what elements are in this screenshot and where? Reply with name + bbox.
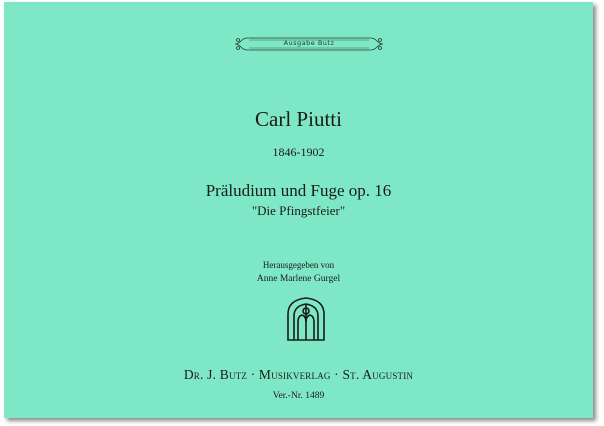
catalog-number: Ver.-Nr. 1489	[272, 391, 325, 401]
gothic-window-icon	[284, 296, 328, 342]
composer-name: Carl Piutti	[255, 107, 342, 131]
score-cover	[4, 2, 593, 418]
work-title: Präludium und Fuge op. 16	[205, 181, 392, 200]
editor-label: Herausgegeben von	[262, 260, 335, 270]
work-subtitle: "Die Pfingstfeier"	[251, 203, 346, 218]
editor-name: Anne Marlene Gurgel	[256, 274, 341, 284]
composer-dates: 1846-1902	[272, 145, 325, 159]
publisher-line: Dr. J. Butz · Musikverlag · St. Augustin	[183, 367, 414, 382]
series-label: Ausgabe Butz	[283, 39, 335, 47]
